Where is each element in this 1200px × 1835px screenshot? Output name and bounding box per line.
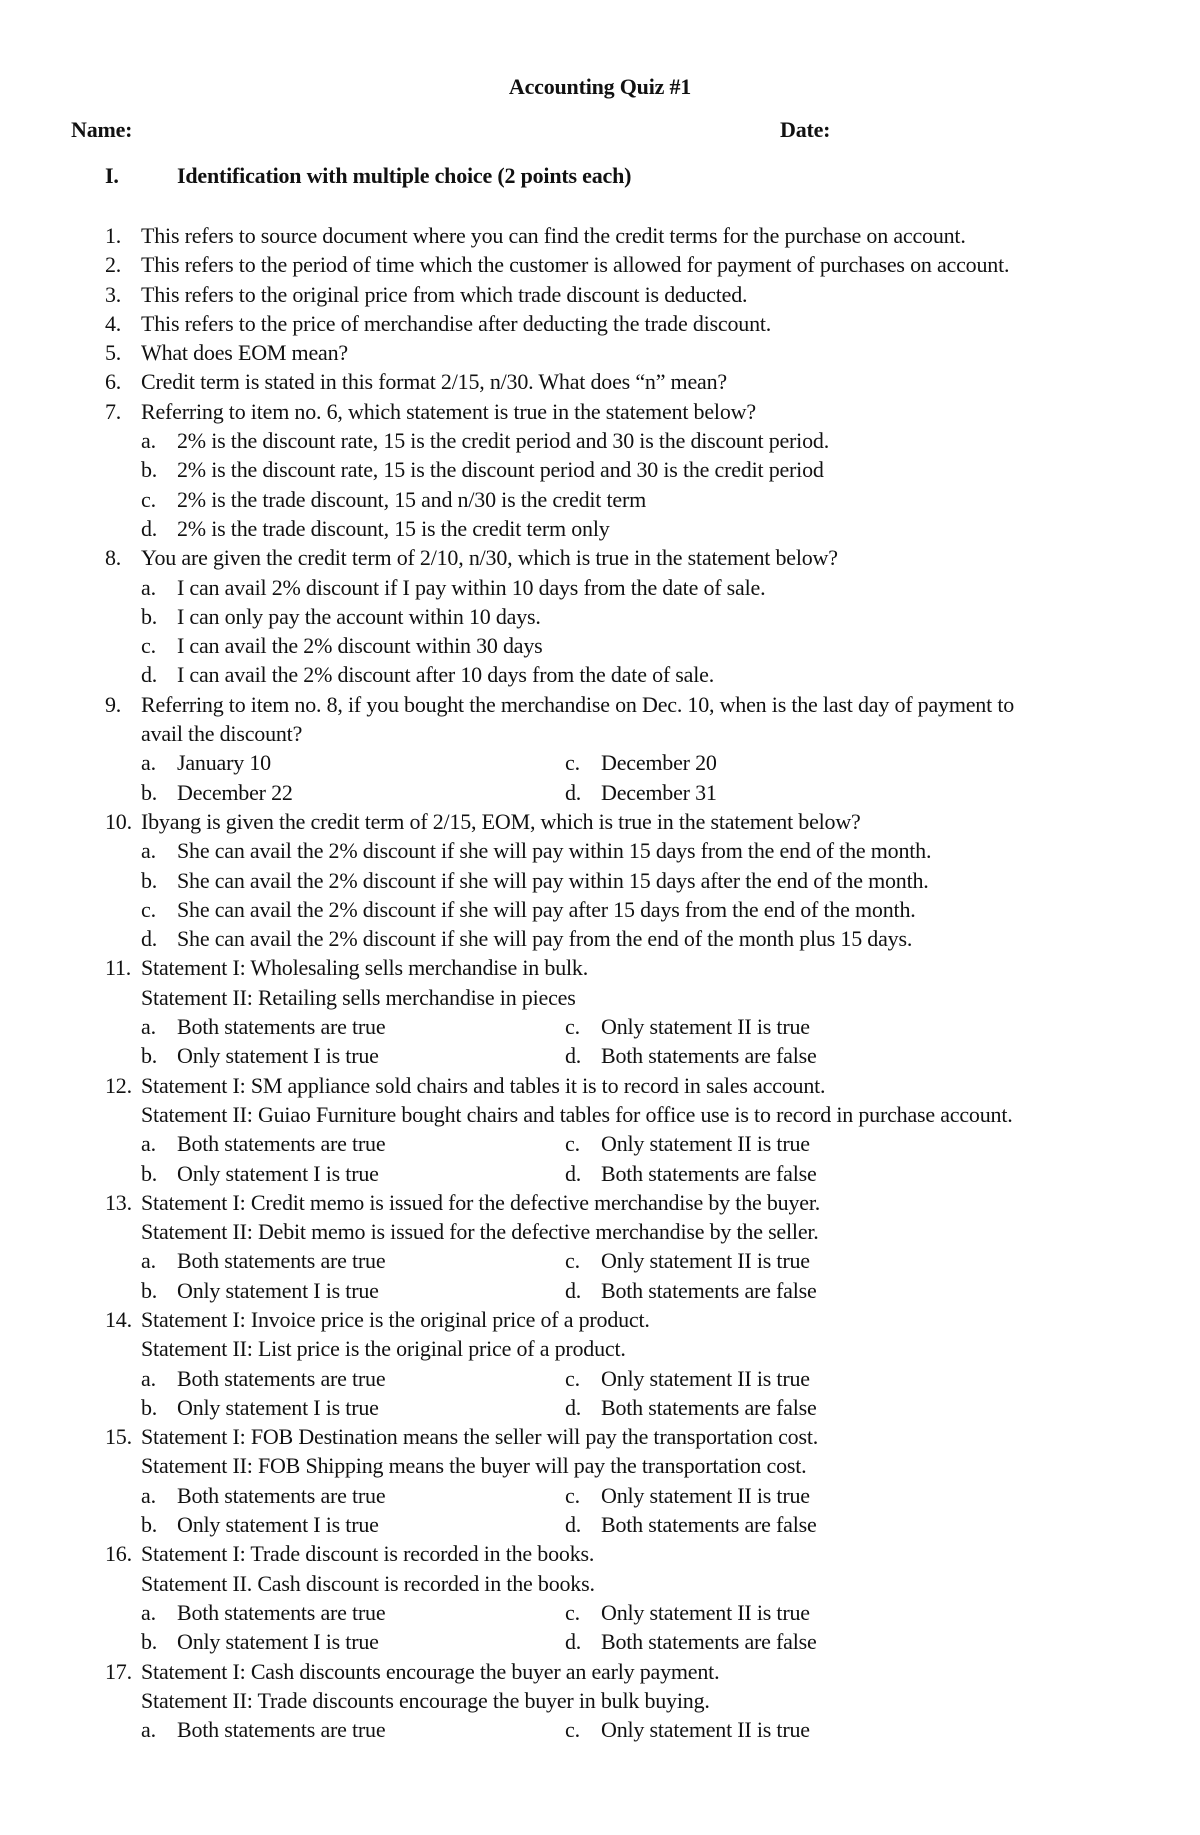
answer-option: [141, 1041, 379, 1070]
answer-option: [565, 1246, 810, 1275]
option-letter: d.: [141, 926, 158, 952]
option-letter: a.: [141, 750, 156, 776]
option-text: 2% is the discount rate, 15 is the discount period and 30 is the credit period: [177, 457, 824, 483]
option-letter: d.: [565, 1629, 582, 1655]
question-number: 2.: [105, 252, 122, 278]
answer-option-row: [105, 1159, 1115, 1188]
answer-option: [141, 1012, 385, 1041]
option-letter: d.: [565, 1043, 582, 1069]
answer-option: [141, 1246, 385, 1275]
answer-option: [105, 631, 1115, 660]
option-text: 2% is the trade discount, 15 and n/30 is the credit term: [177, 486, 647, 512]
option-text: I can avail the 2% discount within 30 days: [177, 633, 543, 659]
option-text: I can only pay the account within 10 days.: [177, 603, 541, 629]
question-text: Statement I: SM appliance sold chairs and tables it is to record in sales account.: [141, 1072, 826, 1098]
option-letter: c.: [565, 1599, 580, 1625]
option-text: She can avail the 2% discount if she will pay within 15 days after the end of the month.: [177, 867, 929, 893]
question-item: [105, 1188, 1115, 1217]
answer-option: [105, 573, 1115, 602]
answer-option-row: [105, 1012, 1115, 1041]
question-item: [105, 338, 1115, 367]
option-text: Both statements are false: [601, 1160, 817, 1186]
option-text: Only statement II is true: [601, 1248, 810, 1274]
answer-option: [565, 1598, 810, 1627]
answer-option: [105, 426, 1115, 455]
option-text: Only statement I is true: [177, 1394, 379, 1420]
question-number: 12.: [105, 1072, 132, 1098]
answer-option-row: [105, 778, 1115, 807]
question-text: Ibyang is given the credit term of 2/15, EOM, which is true in the statement below?: [141, 808, 861, 834]
question-item: [105, 309, 1115, 338]
option-text: Both statements are true: [177, 1131, 386, 1157]
answer-option: [565, 748, 717, 777]
option-letter: c.: [565, 1248, 580, 1274]
answer-option: [565, 1715, 810, 1744]
answer-option: [565, 1510, 817, 1539]
answer-option-row: [105, 1627, 1115, 1656]
option-letter: c.: [565, 1365, 580, 1391]
answer-option: [141, 1276, 379, 1305]
option-text: Only statement II is true: [601, 1131, 810, 1157]
option-letter: c.: [565, 1131, 580, 1157]
option-letter: b.: [141, 1629, 158, 1655]
option-letter: b.: [141, 1160, 158, 1186]
answer-option: [141, 1393, 379, 1422]
question-item: [105, 1657, 1115, 1686]
option-letter: d.: [565, 1394, 582, 1420]
question-number: 4.: [105, 310, 122, 336]
question-item: [105, 1305, 1115, 1334]
question-text: Statement I: Cash discounts encourage the buyer an early payment.: [141, 1658, 720, 1684]
answer-option-row: [105, 1481, 1115, 1510]
answer-option: [141, 1715, 385, 1744]
question-text: Statement I: Wholesaling sells merchandise in bulk.: [141, 955, 589, 981]
option-text: Both statements are false: [601, 1629, 817, 1655]
question-list: [105, 221, 1115, 1744]
answer-option: [565, 1481, 810, 1510]
page-title: Accounting Quiz #1: [508, 74, 692, 99]
answer-option: [105, 485, 1115, 514]
option-text: She can avail the 2% discount if she will pay after 15 days from the end of the month.: [177, 896, 916, 922]
option-text: 2% is the discount rate, 15 is the credit period and 30 is the discount period.: [177, 428, 829, 454]
answer-option: [565, 1159, 817, 1188]
option-letter: b.: [141, 779, 158, 805]
option-letter: c.: [565, 1014, 580, 1040]
question-item: [105, 953, 1115, 982]
option-letter: c.: [565, 750, 580, 776]
question-text: Referring to item no. 6, which statement is true in the statement below?: [141, 398, 756, 424]
option-letter: a.: [141, 1599, 156, 1625]
question-text: Statement I: Credit memo is issued for the defective merchandise by the buyer.: [141, 1189, 821, 1215]
option-letter: c.: [141, 486, 156, 512]
option-text: Only statement I is true: [177, 1160, 379, 1186]
option-letter: d.: [141, 515, 158, 541]
name-label: Name:: [71, 117, 133, 142]
question-text: You are given the credit term of 2/10, n/30, which is true in the statement below?: [141, 545, 838, 571]
option-text: Both statements are false: [601, 1394, 817, 1420]
question-text-continued: avail the discount?: [141, 721, 303, 747]
question-text: This refers to the period of time which the customer is allowed for payment of purchases on account.: [141, 252, 1010, 278]
answer-option: [141, 1364, 385, 1393]
option-text: She can avail the 2% discount if she will pay within 15 days from the end of the month.: [177, 838, 932, 864]
option-letter: a.: [141, 428, 156, 454]
option-text: Both statements are false: [601, 1043, 817, 1069]
question-text: Statement I: Invoice price is the original price of a product.: [141, 1306, 650, 1332]
section-title: Identification with multiple choice (2 points each): [177, 163, 632, 188]
option-letter: c.: [565, 1482, 580, 1508]
question-text-continued: Statement II: FOB Shipping means the buyer will pay the transportation cost.: [141, 1453, 807, 1479]
question-text-continued: Statement II: Guiao Furniture bought chairs and tables for office use is to record in purchase account.: [141, 1101, 1013, 1127]
question-number: 9.: [105, 691, 122, 717]
option-letter: d.: [141, 662, 158, 688]
answer-option: [105, 866, 1115, 895]
option-text: Only statement I is true: [177, 1277, 379, 1303]
answer-option-row: [105, 1364, 1115, 1393]
answer-option: [105, 924, 1115, 953]
question-number: 11.: [105, 955, 132, 981]
question-number: 14.: [105, 1306, 132, 1332]
answer-option-row: [105, 1598, 1115, 1627]
question-text-continued: Statement II. Cash discount is recorded in the books.: [141, 1570, 595, 1596]
answer-option: [105, 836, 1115, 865]
question-item: [105, 807, 1115, 836]
option-letter: b.: [141, 457, 158, 483]
option-text: January 10: [177, 750, 271, 776]
answer-option: [105, 660, 1115, 689]
option-text: December 20: [601, 750, 717, 776]
option-letter: a.: [141, 1717, 156, 1743]
option-text: 2% is the trade discount, 15 is the credit term only: [177, 515, 610, 541]
option-text: December 22: [177, 779, 293, 805]
question-text: What does EOM mean?: [141, 340, 348, 366]
answer-option-row: [105, 1510, 1115, 1539]
question-number: 17.: [105, 1658, 132, 1684]
answer-option-row: [105, 1246, 1115, 1275]
option-letter: a.: [141, 1014, 156, 1040]
answer-option: [565, 1276, 817, 1305]
date-label: Date:: [780, 117, 831, 142]
answer-option: [565, 1041, 817, 1070]
option-letter: d.: [565, 1160, 582, 1186]
question-item: [105, 367, 1115, 396]
answer-option: [565, 778, 717, 807]
question-item: [105, 690, 1115, 719]
option-text: Only statement II is true: [601, 1599, 810, 1625]
question-text-continued: Statement II: Trade discounts encourage the buyer in bulk buying.: [141, 1687, 710, 1713]
question-number: 8.: [105, 545, 122, 571]
option-text: December 31: [601, 779, 717, 805]
option-text: Both statements are true: [177, 1482, 386, 1508]
answer-option-row: [105, 1276, 1115, 1305]
option-letter: b.: [141, 603, 158, 629]
answer-option: [141, 1481, 385, 1510]
question-item: [105, 280, 1115, 309]
question-text: Statement I: Trade discount is recorded in the books.: [141, 1541, 595, 1567]
answer-option-row: [105, 1715, 1115, 1744]
answer-option-row: [105, 1393, 1115, 1422]
option-letter: c.: [565, 1717, 580, 1743]
option-letter: d.: [565, 1512, 582, 1538]
option-letter: b.: [141, 1277, 158, 1303]
section-number: I.: [105, 163, 119, 188]
option-letter: a.: [141, 1365, 156, 1391]
question-text: This refers to the price of merchandise after deducting the trade discount.: [141, 310, 772, 336]
option-text: Both statements are true: [177, 1248, 386, 1274]
question-item: [105, 1539, 1115, 1568]
option-text: Only statement II is true: [601, 1482, 810, 1508]
option-letter: a.: [141, 838, 156, 864]
answer-option: [565, 1012, 810, 1041]
option-text: Only statement II is true: [601, 1014, 810, 1040]
option-letter: a.: [141, 1131, 156, 1157]
question-number: 7.: [105, 398, 122, 424]
option-text: Both statements are true: [177, 1365, 386, 1391]
question-item: [105, 1422, 1115, 1451]
answer-option: [105, 602, 1115, 631]
option-letter: b.: [141, 1043, 158, 1069]
question-number: 1.: [105, 223, 122, 248]
option-letter: a.: [141, 574, 156, 600]
question-item: [105, 221, 1115, 250]
answer-option: [565, 1627, 817, 1656]
option-text: Both statements are false: [601, 1512, 817, 1538]
option-text: She can avail the 2% discount if she will pay from the end of the month plus 15 days.: [177, 926, 913, 952]
option-text: Both statements are true: [177, 1014, 386, 1040]
option-letter: a.: [141, 1482, 156, 1508]
question-number: 5.: [105, 340, 122, 366]
answer-option: [105, 455, 1115, 484]
answer-option-row: [105, 1129, 1115, 1158]
question-number: 6.: [105, 369, 122, 395]
answer-option: [141, 1159, 379, 1188]
question-number: 10.: [105, 808, 132, 834]
question-text: Statement I: FOB Destination means the seller will pay the transportation cost.: [141, 1424, 819, 1450]
option-letter: d.: [565, 779, 582, 805]
question-text-continued: Statement II: List price is the original price of a product.: [141, 1336, 626, 1362]
question-item: [105, 250, 1115, 279]
answer-option: [105, 514, 1115, 543]
question-item: [105, 543, 1115, 572]
answer-option: [565, 1364, 810, 1393]
question-item: [105, 397, 1115, 426]
option-letter: a.: [141, 1248, 156, 1274]
option-text: Only statement I is true: [177, 1043, 379, 1069]
question-number: 15.: [105, 1424, 132, 1450]
option-letter: c.: [141, 896, 156, 922]
answer-option: [565, 1129, 810, 1158]
answer-option: [105, 895, 1115, 924]
option-text: Both statements are true: [177, 1717, 386, 1743]
option-text: Only statement I is true: [177, 1512, 379, 1538]
answer-option: [141, 778, 293, 807]
question-item: [105, 1071, 1115, 1100]
option-text: I can avail the 2% discount after 10 days from the date of sale.: [177, 662, 714, 688]
question-text: Referring to item no. 8, if you bought the merchandise on Dec. 10, when is the last day of payment to: [141, 691, 1015, 717]
option-text: Only statement I is true: [177, 1629, 379, 1655]
question-text-continued: Statement II: Debit memo is issued for the defective merchandise by the seller.: [141, 1219, 819, 1245]
option-letter: c.: [141, 633, 156, 659]
option-text: Only statement II is true: [601, 1717, 810, 1743]
option-letter: d.: [565, 1277, 582, 1303]
answer-option-row: [105, 748, 1115, 777]
question-text: This refers to source document where you can find the credit terms for the purchase on account.: [141, 223, 966, 248]
answer-option: [141, 748, 271, 777]
option-letter: b.: [141, 1512, 158, 1538]
question-number: 13.: [105, 1189, 132, 1215]
option-text: Both statements are false: [601, 1277, 817, 1303]
section-heading: [105, 163, 631, 189]
option-text: I can avail 2% discount if I pay within 10 days from the date of sale.: [177, 574, 766, 600]
question-text: This refers to the original price from which trade discount is deducted.: [141, 281, 748, 307]
option-text: Both statements are true: [177, 1599, 386, 1625]
question-number: 3.: [105, 281, 122, 307]
answer-option: [141, 1598, 385, 1627]
option-letter: b.: [141, 1394, 158, 1420]
answer-option: [141, 1627, 379, 1656]
answer-option: [565, 1393, 817, 1422]
question-text: Credit term is stated in this format 2/15, n/30. What does “n” mean?: [141, 369, 727, 395]
answer-option-row: [105, 1041, 1115, 1070]
question-number: 16.: [105, 1541, 132, 1567]
answer-option: [141, 1129, 385, 1158]
option-letter: b.: [141, 867, 158, 893]
question-text-continued: Statement II: Retailing sells merchandise in pieces: [141, 984, 576, 1010]
option-text: Only statement II is true: [601, 1365, 810, 1391]
answer-option: [141, 1510, 379, 1539]
